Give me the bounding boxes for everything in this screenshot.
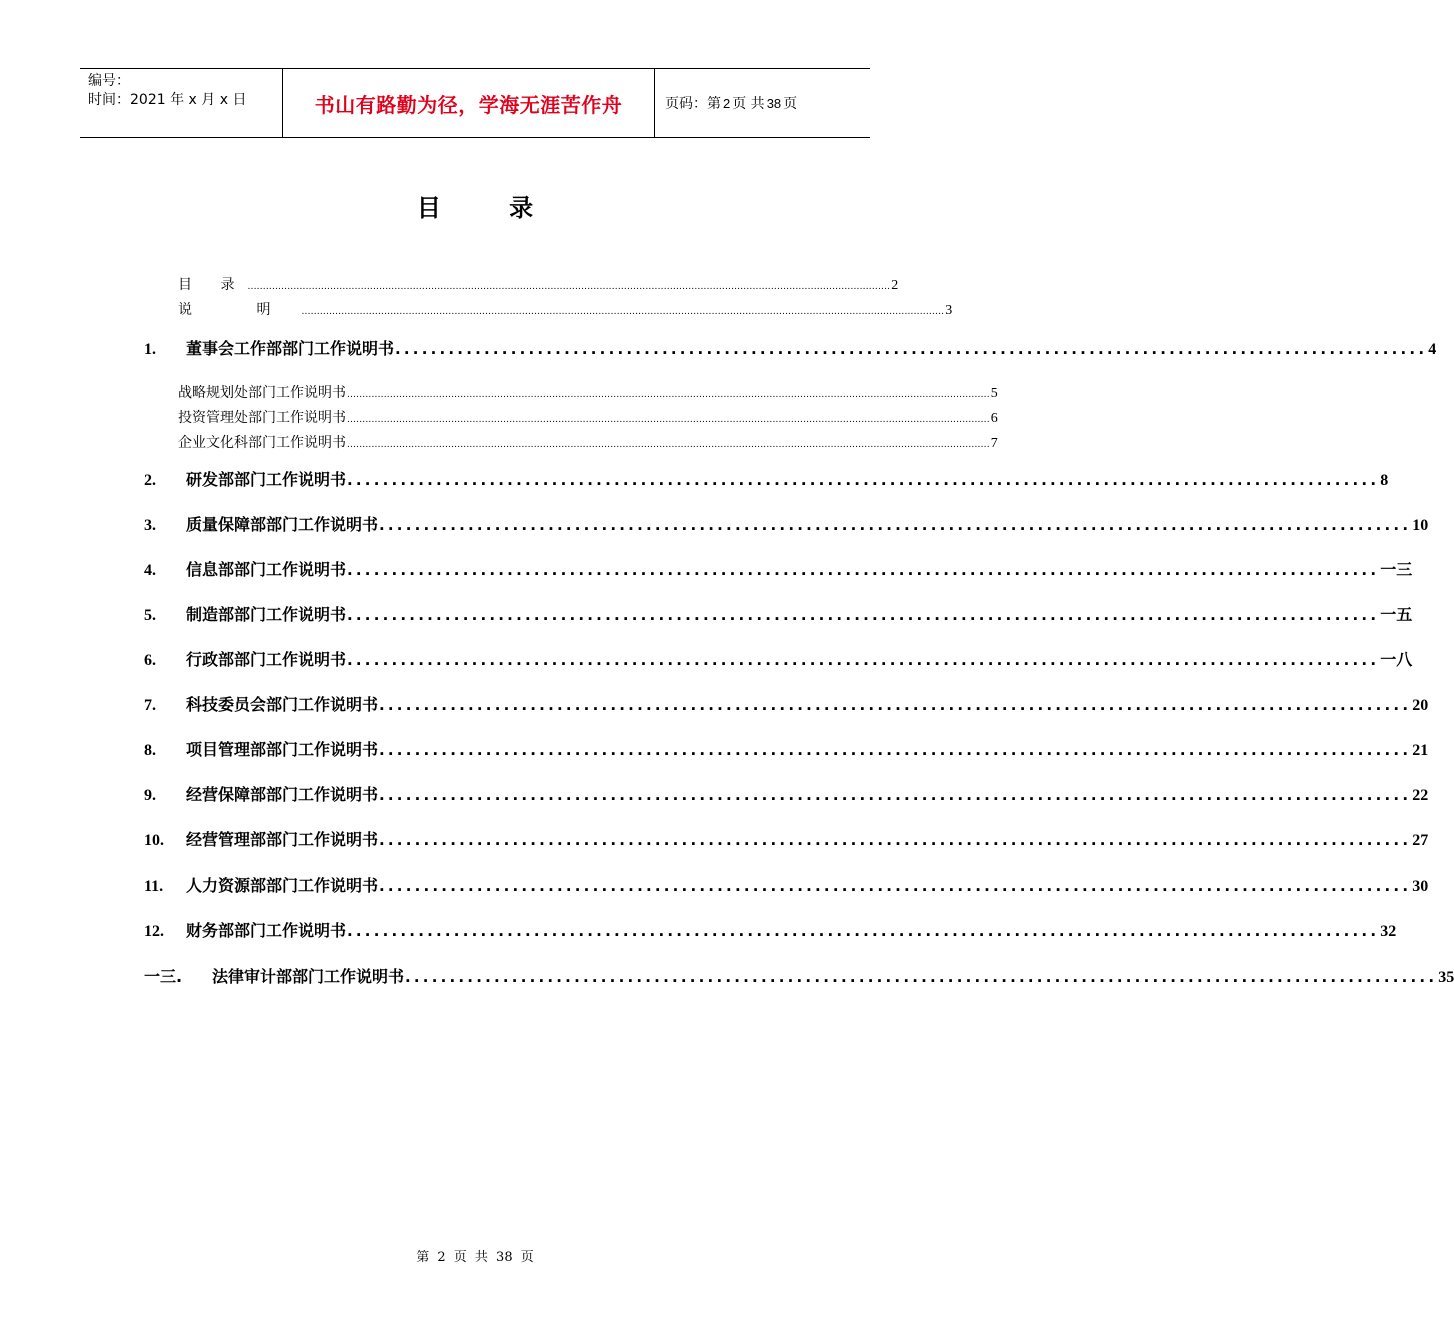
toc-entry-page: 8 <box>1380 472 1389 489</box>
toc-entry-number: 4. <box>144 562 156 579</box>
time-line <box>88 91 282 110</box>
toc-entry[interactable] <box>178 299 953 319</box>
toc-entry-page: 5 <box>990 386 998 401</box>
toc-entry-page: 21 <box>1412 742 1429 759</box>
toc-leader: .................................................................................................................... <box>347 606 1380 624</box>
page-mid: 页 共 <box>732 96 765 112</box>
page-header <box>80 68 870 138</box>
toc-entry-label: 董事会工作部部门工作说明书 <box>186 339 395 358</box>
toc-entry[interactable] <box>144 782 1429 805</box>
toc-entry-page: 一八 <box>1380 650 1413 669</box>
toc-entry[interactable] <box>144 557 1413 580</box>
toc-entry-label: 人力资源部部门工作说明书 <box>186 876 379 895</box>
toc-entry-number: 8. <box>144 742 156 759</box>
toc-entry-label: 项目管理部部门工作说明书 <box>186 740 379 759</box>
toc-leader: .................................................................................................................... <box>379 831 1412 849</box>
toc-leader: .................................................................................................................... <box>379 786 1412 804</box>
toc-subentry[interactable] <box>178 432 998 452</box>
toc-leader: .................................................................................................................................................................................................................. <box>247 282 891 292</box>
toc-entry-number: 3. <box>144 517 156 534</box>
page-prefix: 页码：第 <box>665 96 721 112</box>
toc-subentry[interactable] <box>178 407 998 427</box>
toc-entry[interactable] <box>144 918 1397 941</box>
time-label: 时间： <box>88 92 130 108</box>
toc-leader: .................................................................................................................... <box>347 561 1380 579</box>
page-suffix: 页 <box>783 96 798 112</box>
toc-entry-page: 20 <box>1412 697 1429 714</box>
toc-entry-label: 目 录 <box>178 277 247 293</box>
toc-entry-label: 行政部部门工作说明书 <box>186 650 347 669</box>
toc-entry[interactable] <box>144 512 1429 535</box>
toc-entry-page: 27 <box>1412 832 1429 849</box>
toc-entry-page: 一三 <box>1380 560 1413 579</box>
toc-leader: .................................................................................................................... <box>347 471 1380 489</box>
page-title: 目 录 <box>416 194 564 222</box>
toc-entry-label: 制造部部门工作说明书 <box>186 605 347 624</box>
toc-leader: .................................................................................................................... <box>379 516 1412 534</box>
toc-entry-page: 3 <box>945 303 953 318</box>
header-page-info <box>655 69 870 137</box>
toc-entry[interactable] <box>144 873 1429 896</box>
toc-leader: .................................................................................................................... <box>347 922 1380 940</box>
toc-entry-label: 投资管理处部门工作说明书 <box>178 410 346 426</box>
toc-entry-number: 6. <box>144 652 156 669</box>
toc-subentry[interactable] <box>178 382 998 402</box>
toc-entry-label: 财务部部门工作说明书 <box>186 921 347 940</box>
toc-entry[interactable] <box>178 274 899 294</box>
toc-entry-label: 企业文化科部门工作说明书 <box>178 435 346 451</box>
toc-entry[interactable] <box>144 692 1429 715</box>
toc-entry-number: 2. <box>144 472 156 489</box>
toc-entry-page: 6 <box>990 411 998 426</box>
toc-entry-number: 一三. <box>144 967 183 986</box>
time-value: 2021 年 x 月 x 日 <box>130 92 247 108</box>
toc-entry-label: 战略规划处部门工作说明书 <box>178 385 346 401</box>
toc-leader: .................................................................................................................................................................................................................. <box>347 440 990 450</box>
toc-leader: .................................................................................................................... <box>379 877 1412 895</box>
toc-entry-page: 22 <box>1412 787 1429 804</box>
header-motto: 书山有路勤为径，学海无涯苦作舟 <box>282 69 655 137</box>
page-current: 2 <box>723 95 731 111</box>
toc-leader: .................................................................................................................... <box>395 340 1428 358</box>
toc-entry-page: 一五 <box>1380 605 1413 624</box>
header-meta <box>80 69 282 137</box>
page-total: 38 <box>766 95 782 111</box>
toc-leader: .................................................................................................................................................................................................................. <box>347 390 990 400</box>
toc-entry-label: 说 明 <box>178 302 301 318</box>
toc-entry-number: 12. <box>144 923 164 940</box>
toc-entry-page: 30 <box>1412 878 1429 895</box>
toc-entry-number: 11. <box>144 878 164 895</box>
toc-leader: .................................................................................................................................................................................................................. <box>301 307 945 317</box>
serial-label: 编号： <box>88 73 130 89</box>
toc-entry-label: 信息部部门工作说明书 <box>186 560 347 579</box>
toc-entry-page: 32 <box>1380 923 1397 940</box>
toc-entry-page: 7 <box>990 436 998 451</box>
page-footer: 第 2 页 共 38 页 <box>416 1250 534 1265</box>
toc-entry-page: 35 <box>1438 969 1454 986</box>
toc-entry[interactable] <box>144 602 1413 625</box>
toc-entry[interactable] <box>144 647 1413 670</box>
toc-leader: .................................................................................................................................................................................................................. <box>347 415 990 425</box>
toc-entry-number: 1. <box>144 341 156 358</box>
toc-entry[interactable] <box>144 964 1454 987</box>
toc-entry-label: 法律审计部部门工作说明书 <box>212 967 405 986</box>
toc-entry[interactable] <box>144 467 1389 490</box>
toc-entry-number: 10. <box>144 832 164 849</box>
toc-entry-label: 研发部部门工作说明书 <box>186 470 347 489</box>
toc-entry[interactable] <box>144 737 1429 760</box>
toc-entry[interactable] <box>144 336 1437 359</box>
toc-entry-label: 科技委员会部门工作说明书 <box>186 695 379 714</box>
toc-leader: .................................................................................................................... <box>379 696 1412 714</box>
toc-entry-page: 10 <box>1412 517 1429 534</box>
toc-entry-label: 经营管理部部门工作说明书 <box>186 830 379 849</box>
toc-entry-number: 7. <box>144 697 156 714</box>
toc-entry-page: 4 <box>1428 341 1437 358</box>
toc-entry-number: 9. <box>144 787 156 804</box>
toc-entry-label: 经营保障部部门工作说明书 <box>186 785 379 804</box>
toc-entry[interactable] <box>144 827 1429 850</box>
toc-entry-number: 5. <box>144 607 156 624</box>
toc-entry-page: 2 <box>891 278 899 293</box>
toc-entry-label: 质量保障部部门工作说明书 <box>186 515 379 534</box>
toc-leader: .................................................................................................................... <box>405 968 1438 986</box>
toc-leader: .................................................................................................................... <box>347 651 1380 669</box>
toc-leader: .................................................................................................................... <box>379 741 1412 759</box>
